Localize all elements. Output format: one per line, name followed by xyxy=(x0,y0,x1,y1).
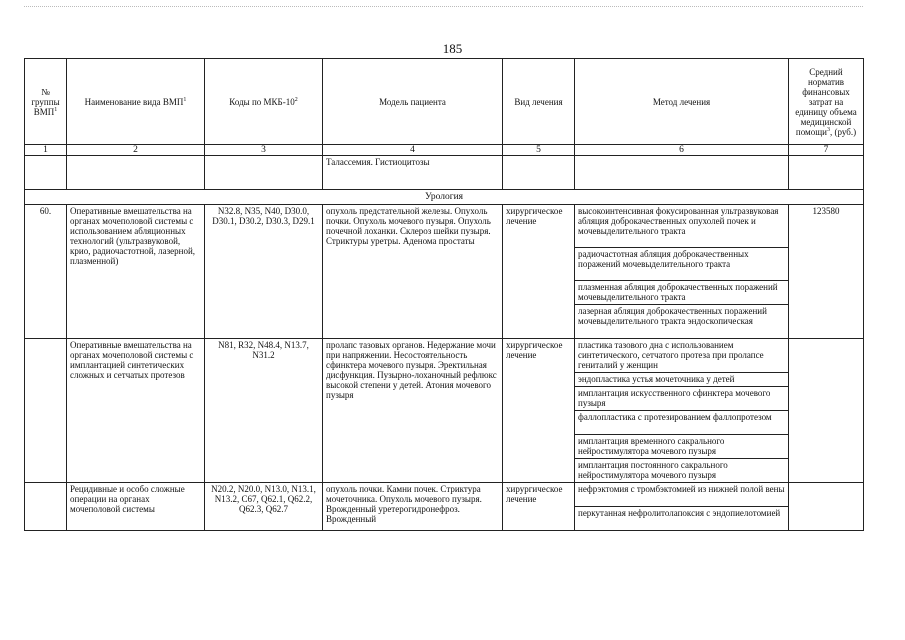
header-model: Модель пациента xyxy=(323,59,503,145)
table-row xyxy=(25,483,864,531)
treatment-methods xyxy=(575,483,789,531)
average-cost: 123580 xyxy=(789,205,864,339)
method-item: нефрэктомия с тромбэктомией из нижней полой вены xyxy=(575,483,788,507)
header-group-no: № группы ВМП$^1$ xyxy=(25,59,67,145)
header-codes: Коды по МКБ-$10^2$ xyxy=(205,59,323,145)
header-name: Наименование вида ВМП$^1$ xyxy=(67,59,205,145)
vmp-name: Рецидивные и особо сложные операции на органах мочеполовой системы xyxy=(67,483,205,531)
method-item: имплантация временного сакрального нейростимулятора мочевого пузыря xyxy=(575,435,788,459)
col-number: 1 xyxy=(25,145,67,156)
method-item: имплантация постоянного сакрального нейростимулятора мочевого пузыря xyxy=(578,460,728,480)
method-item: имплантация искусственного сфинктера мочевого пузыря xyxy=(575,387,788,411)
group-number xyxy=(25,339,67,483)
col-number: 4 xyxy=(323,145,503,156)
vmp-name: Оперативные вмешательства на органах мочеполовой системы с имплантацией синтетических сложных и сетчатых протезов xyxy=(67,339,205,483)
col-number: 3 xyxy=(205,145,323,156)
method-item: радиочастотная абляция доброкачественных поражений мочевыделительного тракта xyxy=(575,248,788,281)
treatment-type: хирургическое лечение xyxy=(503,483,575,531)
header-cost: Средний норматив финансовых затрат на единицу объема медицинской помощи$^3$, (руб.) xyxy=(789,59,864,145)
header-method: Метод лечения xyxy=(575,59,789,145)
scan-top-edge xyxy=(24,6,863,7)
average-cost xyxy=(789,339,864,483)
method-item: лазерная абляция доброкачественных поражений мочевыделительного тракта эндоскопическая xyxy=(578,306,767,326)
group-number xyxy=(25,483,67,531)
vmp-table xyxy=(24,58,864,531)
continuation-row xyxy=(25,156,864,190)
icd-codes: N32.8, N35, N40, D30.0, D30.1, D30.2, D30.3, D29.1 xyxy=(205,205,323,339)
table-row xyxy=(25,339,864,483)
method-item: плазменная абляция доброкачественных поражений мочевыделительного тракта xyxy=(575,281,788,305)
icd-codes: N81, R32, N48.4, N13.7, N31.2 xyxy=(205,339,323,483)
table-row xyxy=(25,205,864,339)
treatment-methods xyxy=(575,205,789,339)
col-number: 2 xyxy=(67,145,205,156)
method-item: высокоинтенсивная фокусированная ультразвуковая абляция доброкачественных опухолей почек и мочевыделительного тракта xyxy=(575,205,788,248)
patient-model: опухоль предстательной железы. Опухоль почки. Опухоль мочевого пузыря. Опухоль почечной лоханки. Склероз шейки пузыря. Стриктуры уретры. Аденома простаты xyxy=(323,205,503,339)
col-number: 7 xyxy=(789,145,864,156)
method-item: перкутанная нефролитолапоксия с эндопиелотомией xyxy=(578,508,781,518)
header-treatment-type: Вид лечения xyxy=(503,59,575,145)
section-row xyxy=(25,190,864,205)
header-row xyxy=(25,59,864,145)
average-cost xyxy=(789,483,864,531)
treatment-methods xyxy=(575,339,789,483)
patient-model: опухоль почки. Камни почек. Стриктура мочеточника. Опухоль мочевого пузыря. Врожденный уретерогидронефроз. Врожденный xyxy=(323,483,503,531)
column-number-row xyxy=(25,145,864,156)
col-number: 6 xyxy=(575,145,789,156)
continuation-model: Талассемия. Гистиоцитозы xyxy=(323,156,503,190)
patient-model: пролапс тазовых органов. Недержание мочи при напряжении. Несостоятельность сфинктера мочевого пузыря. Эректильная дисфункция. Пузырно-лоханочный рефлюкс высокой степени у детей. Атония мочевого пузыря xyxy=(323,339,503,483)
icd-codes: N20.2, N20.0, N13.0, N13.1, N13.2, C67, Q62.1, Q62.2, Q62.3, Q62.7 xyxy=(205,483,323,531)
method-item: пластика тазового дна с использованием синтетического, сетчатого протеза при пролапсе гениталий у женщин xyxy=(575,339,788,373)
method-item: эндопластика устья мочеточника у детей xyxy=(575,373,788,387)
page-number: 185 xyxy=(442,41,463,56)
section-title: Урология xyxy=(25,190,864,205)
treatment-type: хирургическое лечение xyxy=(503,339,575,483)
group-number: 60. xyxy=(25,205,67,339)
treatment-type: хирургическое лечение xyxy=(503,205,575,339)
col-number: 5 xyxy=(503,145,575,156)
vmp-name: Оперативные вмешательства на органах мочеполовой системы с использованием абляционных технологий (ультразвуковой, крио, радиочастотной, лазерной, плазменной) xyxy=(67,205,205,339)
method-item: фаллопластика с протезированием фаллопротезом xyxy=(575,411,788,435)
